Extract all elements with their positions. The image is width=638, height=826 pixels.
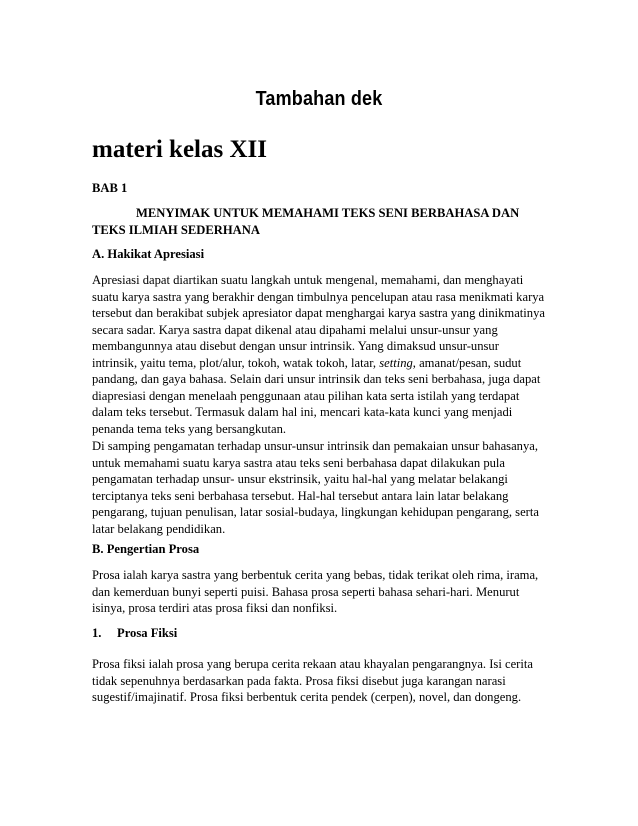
italic-term: setting — [379, 355, 413, 370]
text-line: pengarang, tujuan penulisan, latar sosial-budaya, lingkungan kehidupan pengarang, serta — [92, 505, 539, 519]
text-segment: intrinsik, yaitu tema, plot/alur, tokoh, watak tokoh, latar, — [92, 355, 380, 370]
text-line: diapresiasi dengan menelaah penggunaan atau pilihan kata serta istilah yang terdapat — [92, 388, 520, 403]
text-line: tidak sepenuhnya berdasarkan pada fakta. Prosa fiksi disebut juga karangan narasi — [92, 673, 506, 688]
paragraph-prosa-fiksi — [92, 656, 548, 706]
text-line: tersebut dan berakibat subjek apresiator dapat menghargai karya sastra yang dinikmatinya — [92, 306, 545, 320]
document-subtitle: materi kelas XII — [92, 136, 267, 163]
text-line: Apresiasi dapat diartikan suatu langkah untuk mengenal, memahami, dan menghayati — [92, 273, 524, 287]
text-line: terciptanya teks seni berbahasa tersebut. Hal-hal tersebut antara lain latar belakang — [92, 488, 509, 503]
paragraph-ekstrinsik — [92, 438, 548, 537]
text-line: pengamatan terhadap unsur- unsur ekstrinsik, yaitu hal-hal yang melatar belakangi — [92, 472, 508, 486]
text-segment: , amanat/pesan, sudut — [412, 355, 522, 370]
paragraph-prosa — [92, 567, 548, 617]
document-title: Tambahan dek — [255, 88, 383, 110]
text-line: Prosa ialah karya sastra yang berbentuk cerita yang bebas, tidak terikat oleh rima, irama, — [92, 568, 539, 582]
text-line: sugestif/imajinatif. Prosa fiksi berbentuk cerita pendek (cerpen), novel, dan dongeng. — [92, 690, 522, 704]
chapter-title — [92, 205, 548, 238]
subsection-label: Prosa Fiksi — [117, 626, 178, 640]
chapter-title-line: MENYIMAK UNTUK MEMAHAMI TEKS SENI BERBAHASA DAN — [136, 206, 520, 220]
text-line: pandang, dan gaya bahasa. Selain dari unsur intrinsik dan teks seni berbahasa, juga dapat — [92, 372, 541, 386]
text-line: dan kemerduan bunyi seperti puisi. Bahasa prosa seperti bahasa sehari-hari. Menurut — [92, 584, 520, 599]
text-line: dalam teks tersebut. Termasuk dalam hal ini, mencari kata-kata kunci yang menjadi — [92, 405, 513, 419]
subsection-number: 1. — [92, 626, 102, 640]
subsection-heading-1 — [92, 625, 548, 642]
section-heading-a: A. Hakikat Apresiasi — [92, 247, 205, 261]
text-line: secara sadar. Karya sastra dapat dikenal atau dipahami melalui unsur-unsur yang — [92, 322, 498, 337]
chapter-label: BAB 1 — [92, 181, 128, 195]
text-line: suatu karya sastra yang berakhir dengan timbulnya pencelupan atau rasa menikmati karya — [92, 289, 545, 304]
paragraph-apresiasi — [92, 272, 548, 437]
text-line: penanda tema teks yang bersangkutan. — [92, 421, 287, 436]
text-line: isinya, prosa terdiri atas prosa fiksi dan nonfiksi. — [92, 601, 338, 615]
section-heading-b: B. Pengertian Prosa — [92, 542, 200, 556]
text-line: Prosa fiksi ialah prosa yang berupa cerita rekaan atau khayalan pengarangnya. Isi cerita — [92, 657, 533, 671]
chapter-title-line: TEKS ILMIAH SEDERHANA — [92, 222, 260, 237]
text-line: membangunnya atau disebut dengan unsur intrinsik. Yang dimaksud unsur-unsur — [92, 339, 499, 353]
text-line: latar belakang pendidikan. — [92, 521, 226, 536]
text-line: untuk memahami suatu karya sastra atau teks seni berbahasa dapat dilakukan pula — [92, 455, 506, 470]
text-line: Di samping pengamatan terhadap unsur-unsur intrinsik dan pemakaian unsur bahasanya, — [92, 439, 539, 453]
text-line — [92, 355, 548, 372]
